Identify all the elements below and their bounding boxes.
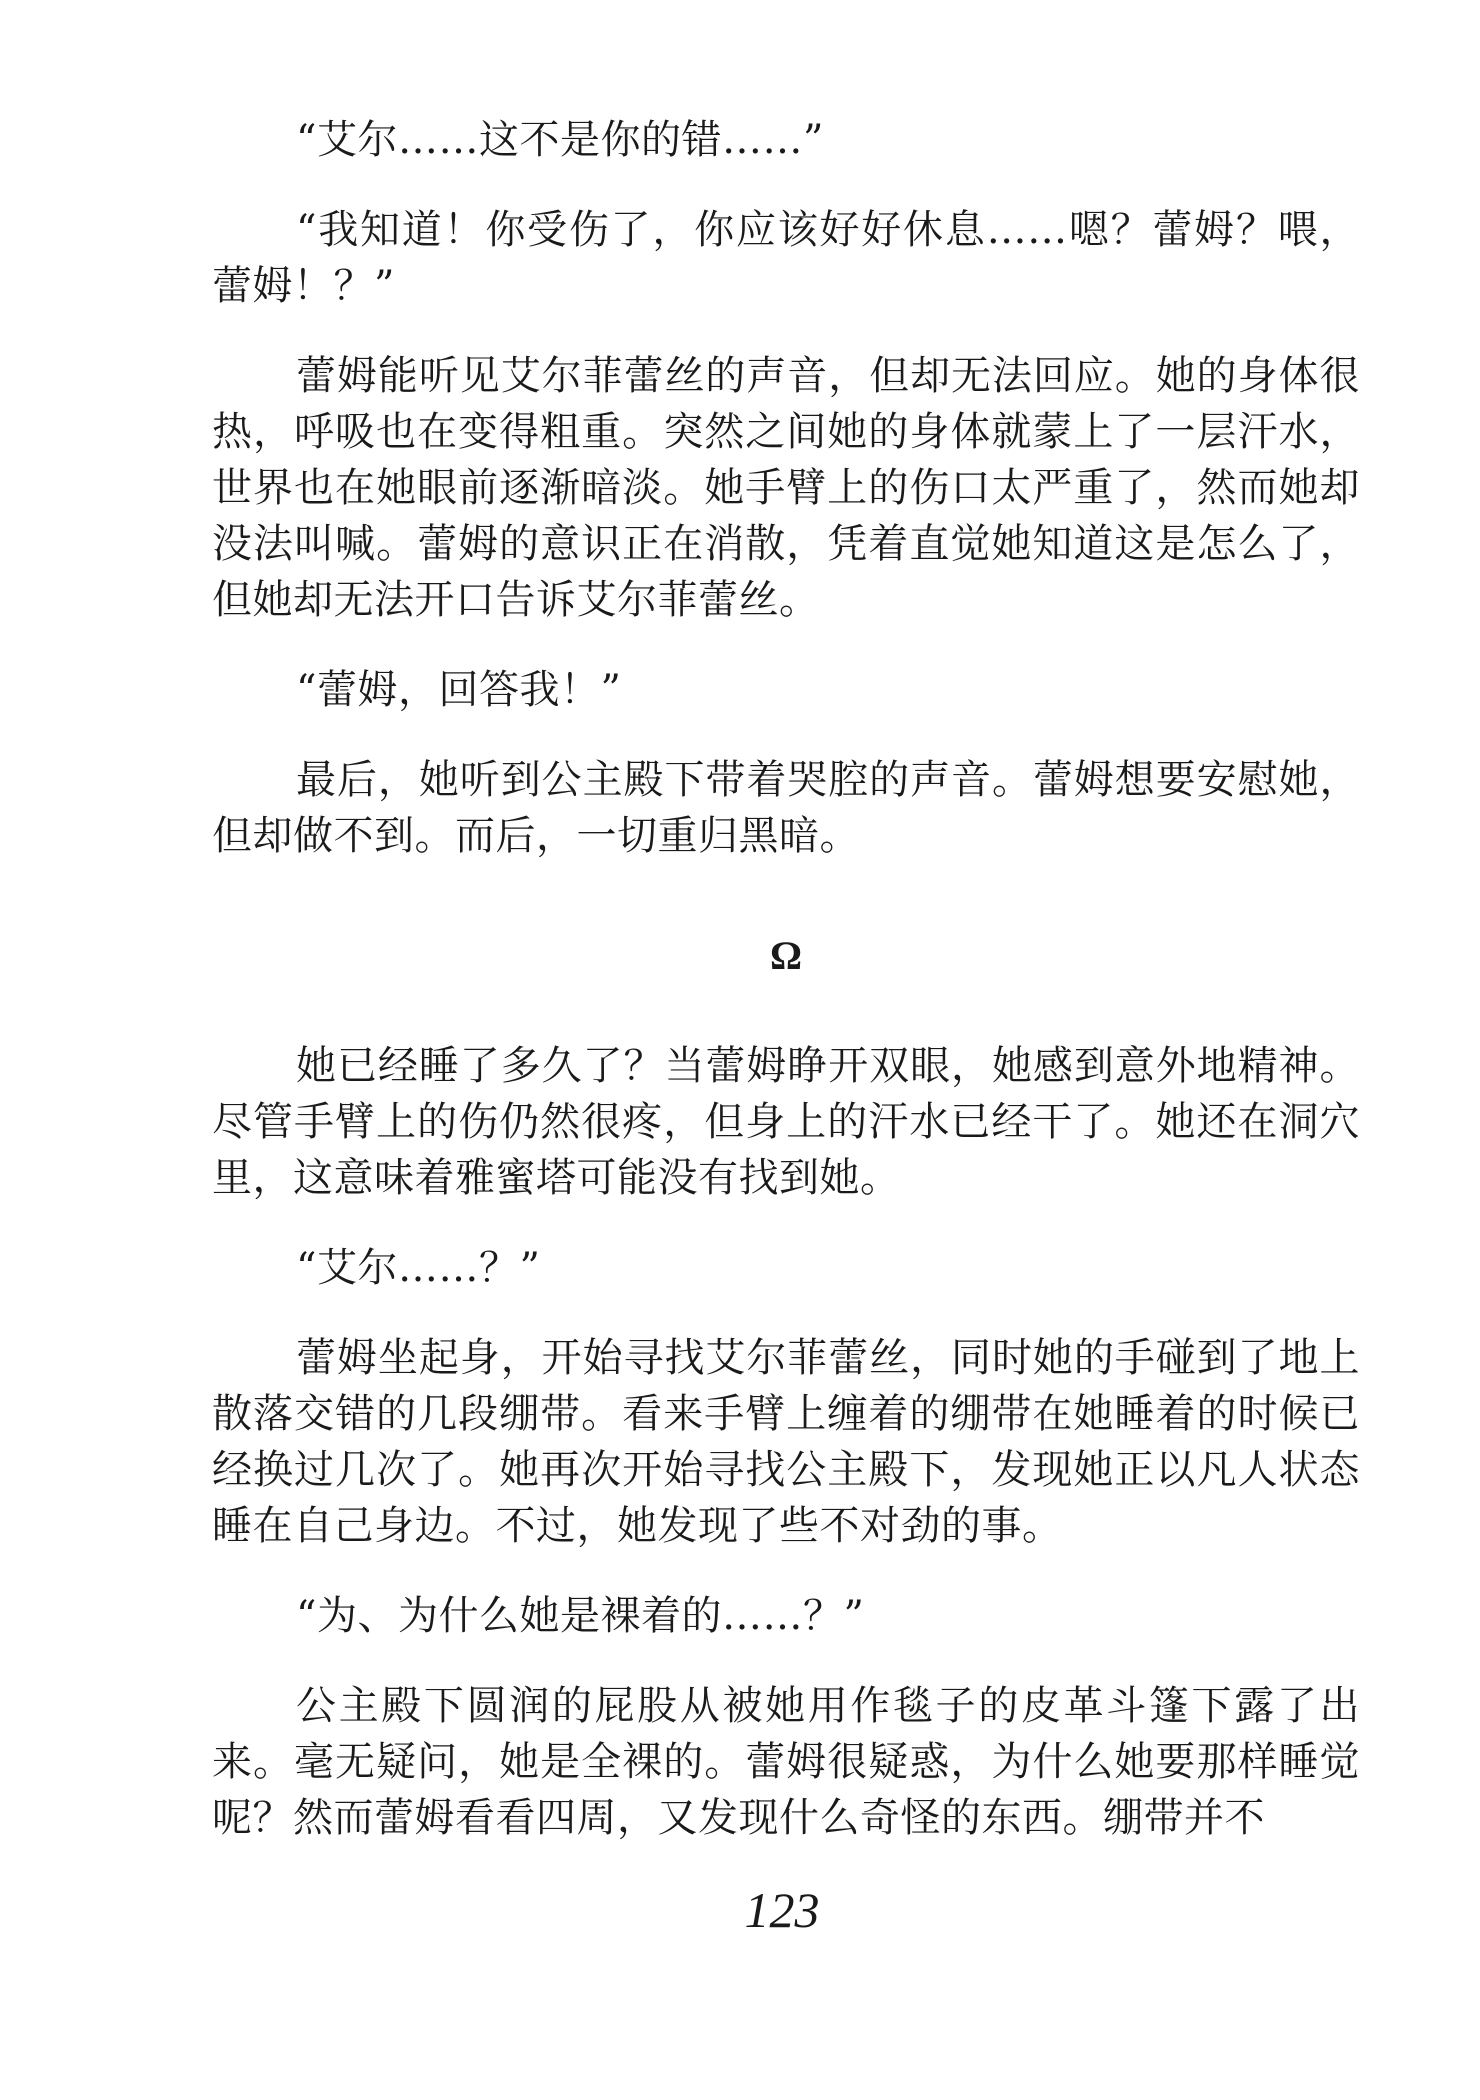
paragraph: 最后，她听到公主殿下带着哭腔的声音。蕾姆想要安慰她，但却做不到。而后，一切重归黑暗。 <box>212 757 1360 859</box>
body-text <box>212 112 1360 1846</box>
paragraph: “艾尔……？” <box>296 1245 541 1291</box>
paragraph: 她已经睡了多久了？当蕾姆睁开双眼，她感到意外地精神。尽管手臂上的伤仍然很疼，但身上的汗水已经干了。她还在洞穴里，这意味着雅蜜塔可能没有找到她。 <box>212 1043 1360 1201</box>
paragraph: 蕾姆能听见艾尔菲蕾丝的声音，但却无法回应。她的身体很热，呼吸也在变得粗重。突然之间她的身体就蒙上了一层汗水，世界也在她眼前逐渐暗淡。她手臂上的伤口太严重了，然而她却没法叫喊。蕾姆的意识正在消散，凭着直觉她知道这是怎么了，但她却无法开口告诉艾尔菲蕾丝。 <box>212 353 1360 623</box>
paragraph: “蕾姆，回答我！” <box>296 667 622 713</box>
paragraph: “我知道！你受伤了，你应该好好休息……嗯？蕾姆？喂，蕾姆！？” <box>212 207 1360 309</box>
paragraph: 蕾姆坐起身，开始寻找艾尔菲蕾丝，同时她的手碰到了地上散落交错的几段绷带。看来手臂上缠着的绷带在她睡着的时候已经换过几次了。她再次开始寻找公主殿下，发现她正以凡人状态睡在自己身边。不过，她发现了些不对劲的事。 <box>212 1335 1360 1549</box>
paragraph: “为、为什么她是裸着的……？” <box>296 1593 865 1639</box>
paragraph: 公主殿下圆润的屁股从被她用作毯子的皮革斗篷下露了出来。毫无疑问，她是全裸的。蕾姆很疑惑，为什么她要那样睡觉呢？然而蕾姆看看四周，又发现什么奇怪的东西。绷带并不 <box>212 1683 1360 1841</box>
section-break-omega: Ω <box>769 933 803 978</box>
paragraph: “艾尔……这不是你的错……” <box>296 117 824 163</box>
page-number: 123 <box>744 1882 820 1938</box>
